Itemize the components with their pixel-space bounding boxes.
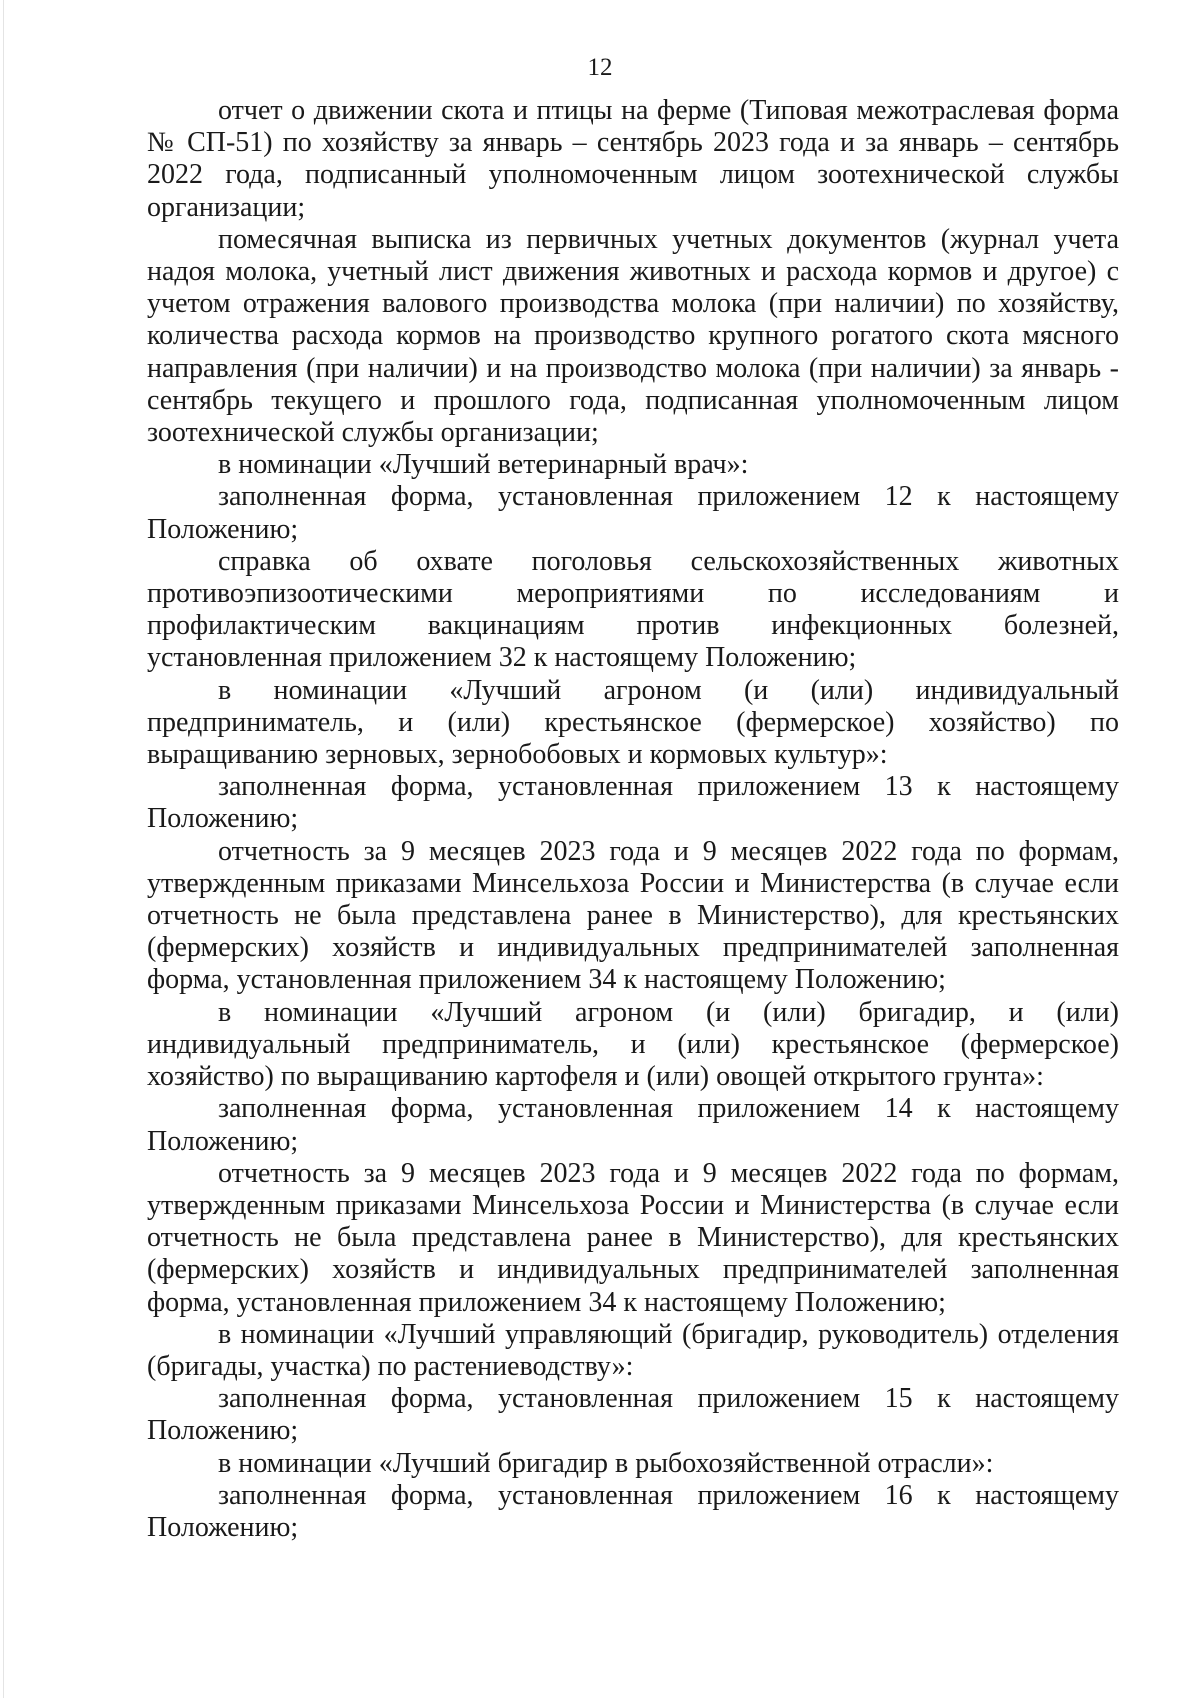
paragraph: отчет о движении скота и птицы на ферме (Типовая межотраслевая форма № СП-51) по хозяйству за январь – сентябрь 2023 года и за январь – сентябрь 2022 года, подписанный уполномоченным лицом зоотехнической службы организации; [147, 95, 1119, 223]
document-body [147, 95, 1119, 1544]
paragraph: в номинации «Лучший ветеринарный врач»: [218, 449, 749, 481]
paragraph: справка об охвате поголовья сельскохозяйственных животных противоэпизоотическими мероприятиями по исследованиям и профилактическим вакцинациям против инфекционных болезней, установленная приложением 32 к настоящему Положению; [147, 545, 1119, 674]
paragraph: в номинации «Лучший управляющий (бригадир, руководитель) отделения (бригады, участка) по растениеводству»: [147, 1318, 1119, 1382]
paragraph: заполненная форма, установленная приложением 13 к настоящему Положению; [147, 771, 1119, 835]
scan-edge-line [3, 0, 4, 1698]
paragraph: отчетность за 9 месяцев 2023 года и 9 месяцев 2022 года по формам, утвержденным приказами Минсельхоза России и Министерства (в случае если отчетность не была представлена ранее в Министерство), для крестьянских (фермерских) хозяйств и индивидуальных предпринимателей заполненная форма, установленная приложением 34 к настоящему Положению; [147, 1157, 1119, 1318]
paragraph: заполненная форма, установленная приложением 12 к настоящему Положению; [147, 481, 1119, 545]
paragraph: отчетность за 9 месяцев 2023 года и 9 месяцев 2022 года по формам, утвержденным приказами Минсельхоза России и Министерства (в случае если отчетность не была представлена ранее в Министерство), для крестьянских (фермерских) хозяйств и индивидуальных предпринимателей заполненная форма, установленная приложением 34 к настоящему Положению; [147, 835, 1119, 996]
paragraph: помесячная выписка из первичных учетных документов (журнал учета надоя молока, учетный лист движения животных и расхода кормов и другое) с учетом отражения валового производства молока (при наличии) по хозяйству, количества расхода кормов на производство крупного рогатого скота мясного направления (при наличии) и на производство молока (при наличии) за январь - сентябрь текущего и прошлого года, подписанная уполномоченным лицом зоотехнической службы организации; [147, 223, 1119, 449]
paragraph: в номинации «Лучший бригадир в рыбохозяйственной отрасли»: [218, 1447, 994, 1479]
paragraph: заполненная форма, установленная приложением 14 к настоящему Положению; [147, 1093, 1119, 1157]
page-number: 12 [587, 54, 613, 81]
paragraph: заполненная форма, установленная приложением 16 к настоящему Положению; [147, 1479, 1119, 1543]
paragraph: в номинации «Лучший агроном (и (или) индивидуальный предприниматель, и (или) крестьянское (фермерское) хозяйство) по выращиванию зерновых, зернобобовых и кормовых культур»: [147, 674, 1119, 771]
paragraph: заполненная форма, установленная приложением 15 к настоящему Положению; [147, 1383, 1119, 1447]
paragraph: в номинации «Лучший агроном (и (или) бригадир, и (или) индивидуальный предприниматель, и (или) крестьянское (фермерское) хозяйство) по выращиванию картофеля и (или) овощей открытого грунта»: [147, 996, 1119, 1093]
